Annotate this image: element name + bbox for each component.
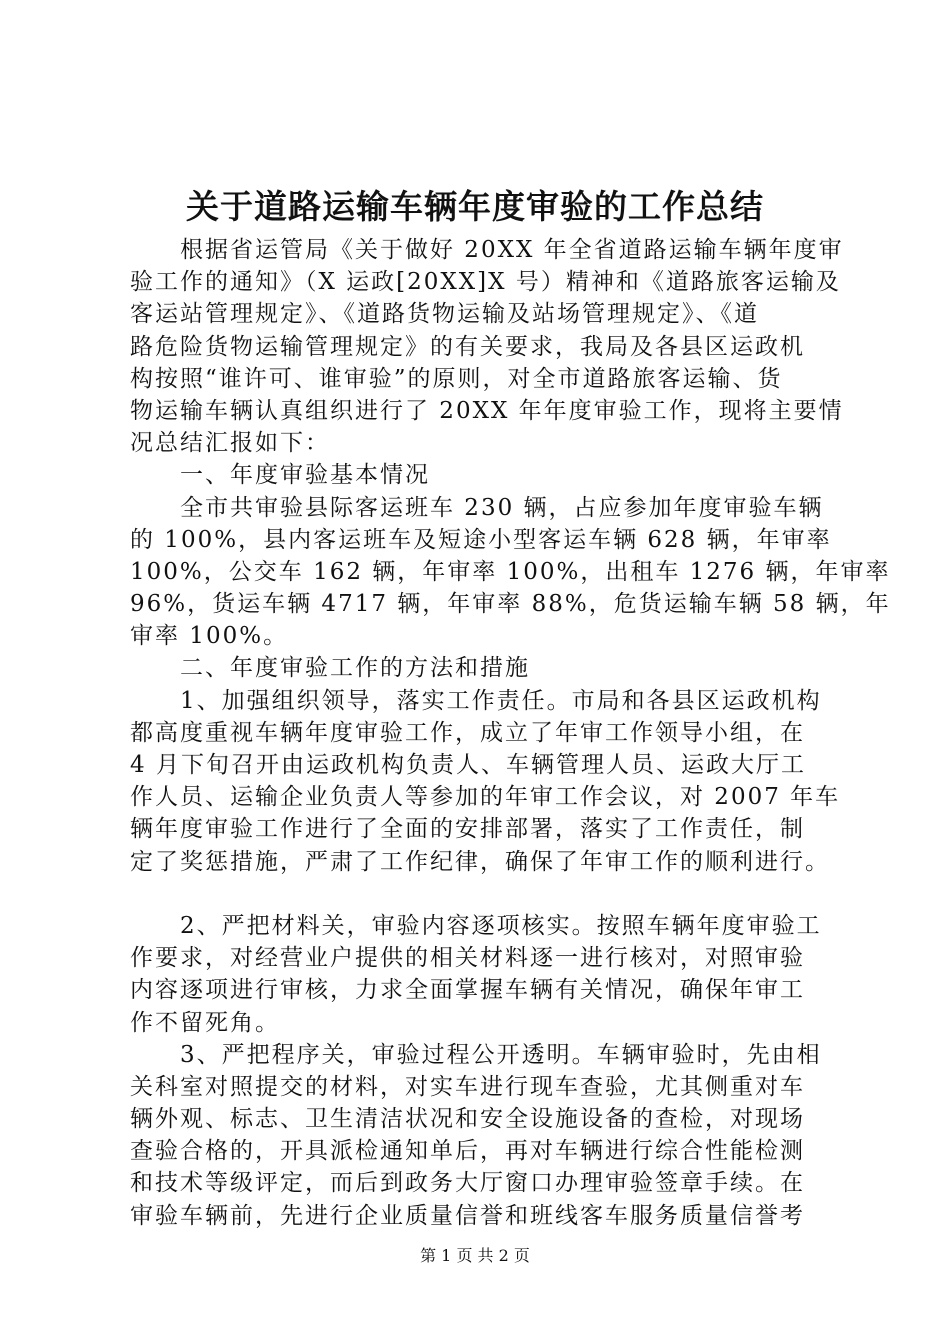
text-line: 96%，货运车辆 4717 辆，年审率 88%，危货运输车辆 58 辆，年	[130, 591, 891, 618]
text-line: 全市共审验县际客运班车 230 辆，占应参加年度审验车辆	[130, 494, 824, 521]
text-line: 客运站管理规定》、《道路货物运输及站场管理规定》、《道	[130, 301, 759, 328]
blank-line	[130, 878, 842, 910]
text-line: 的 100%，县内客运班车及短途小型客运车辆 628 辆，年审率	[130, 526, 832, 553]
text-line: 作要求，对经营业户提供的相关材料逐一进行核对，对照审验	[130, 945, 805, 972]
text-line: 都高度重视车辆年度审验工作，成立了年审工作领导小组，在	[130, 719, 805, 746]
text-line: 物运输车辆认真组织进行了 20XX 年年度审验工作，现将主要情	[130, 397, 844, 424]
text-line: 100%，公交车 162 辆，年审率 100%，出租车 1276 辆，年审率	[130, 558, 891, 585]
document-title: 关于道路运输车辆年度审验的工作总结	[186, 187, 764, 226]
text-line: 路危险货物运输管理规定》的有关要求，我局及各县区运政机	[130, 333, 805, 360]
text-line: 作人员、运输企业负责人等参加的年审工作会议，对 2007 年车	[130, 784, 841, 811]
text-line: 作不留死角。	[130, 1009, 280, 1036]
text-line: 二、年度审验工作的方法和措施	[130, 655, 530, 682]
text-line: 1、加强组织领导，落实工作责任。市局和各县区运政机构	[130, 687, 822, 714]
text-line: 审率 100%。	[130, 623, 289, 650]
text-line: 和技术等级评定，而后到政务大厅窗口办理审验签章手续。在	[130, 1170, 805, 1197]
text-line: 验工作的通知》（X 运政[20XX]X 号）精神和《道路旅客运输及	[130, 269, 841, 296]
text-line: 内容逐项进行审核，力求全面掌握车辆有关情况，确保年审工	[130, 977, 805, 1004]
text-line: 关科室对照提交的材料，对实车进行现车查验，尤其侧重对车	[130, 1073, 805, 1100]
text-line: 定了奖惩措施，严肃了工作纪律，确保了年审工作的顺利进行。	[130, 848, 830, 875]
text-line: 一、年度审验基本情况	[130, 462, 430, 489]
text-line: 况总结汇报如下：	[130, 430, 330, 457]
document-body	[130, 234, 891, 1232]
text-line: 2、严把材料关，审验内容逐项核实。按照车辆年度审验工	[130, 912, 822, 939]
text-line: 审验车辆前，先进行企业质量信誉和班线客车服务质量信誉考	[130, 1202, 805, 1229]
text-line: 根据省运管局《关于做好 20XX 年全省道路运输车辆年度审	[130, 237, 844, 263]
text-line: 查验合格的，开具派检通知单后，再对车辆进行综合性能检测	[130, 1138, 805, 1165]
text-line: 构按照“谁许可、谁审验”的原则，对全市道路旅客运输、货	[130, 365, 783, 392]
text-line: 3、严把程序关，审验过程公开透明。车辆审验时，先由相	[130, 1041, 822, 1068]
text-line: 辆年度审验工作进行了全面的安排部署，落实了工作责任，制	[130, 816, 805, 843]
page-footer: 第 1 页 共 2 页	[420, 1246, 530, 1265]
text-line: 4 月下旬召开由运政机构负责人、车辆管理人员、运政大厅工	[130, 752, 806, 778]
text-line: 辆外观、标志、卫生清洁状况和安全设施设备的查检，对现场	[130, 1106, 805, 1133]
